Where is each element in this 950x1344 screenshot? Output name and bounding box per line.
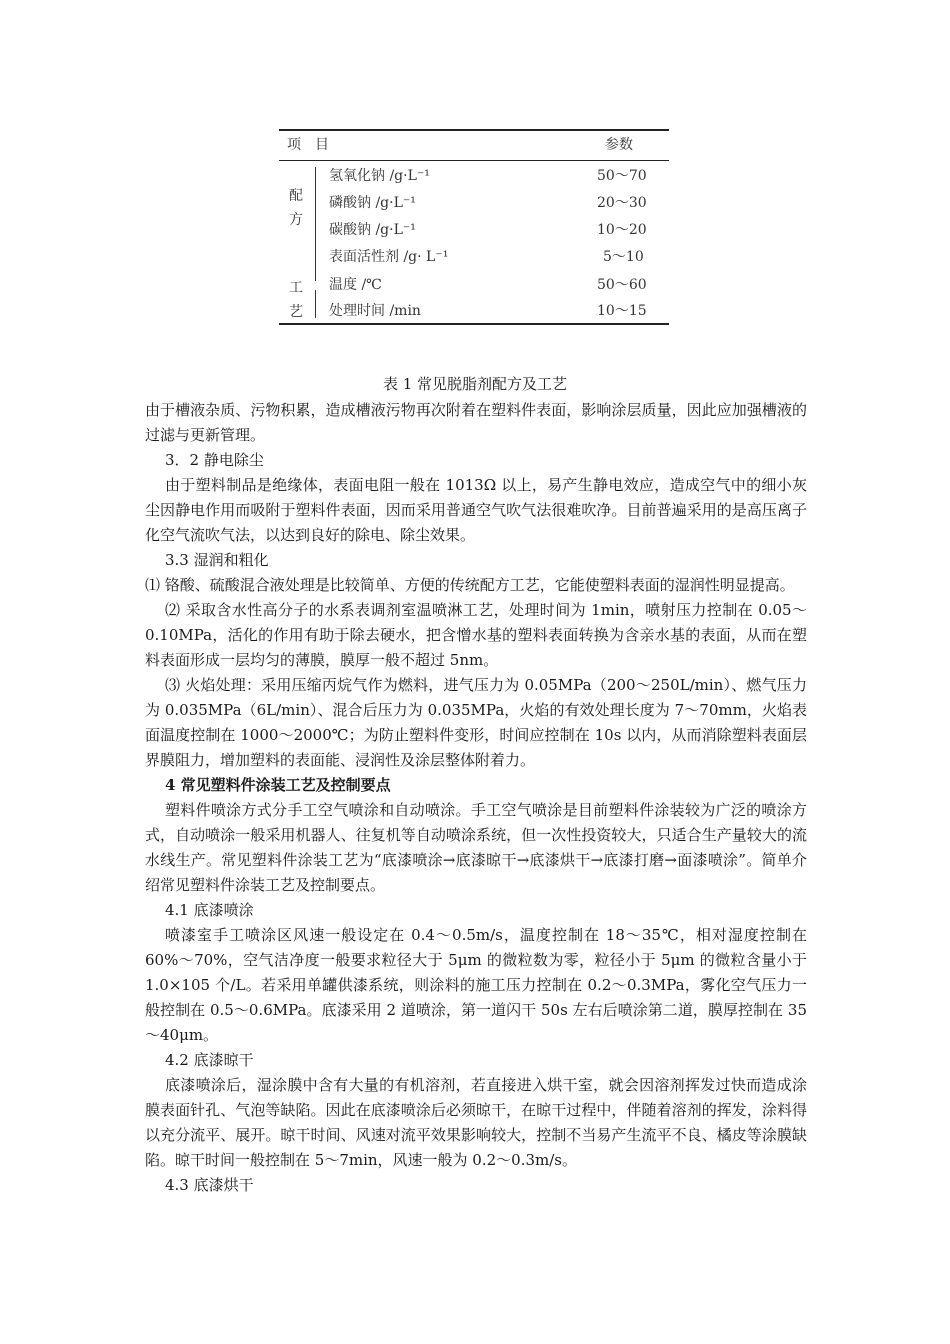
table-caption: 表 1 常见脱脂剂配方及工艺 [382,375,568,393]
paragraph: ⑶ 火焰处理：采用压缩丙烷气作为燃料，进气压力为 0.05MPa（200～250L/min）、燃气压力为 0.035MPa（6L/min）、混合后压力为 0.035MPa，火焰的有效处理长度为 7～70mm，火焰表面温度控制在 1000～2000℃；为防止塑料件变形，时间应控制在 10s 以内，从而消除塑料表面层界膜阻力，增加塑料的表面能、浸润性及涂层整体附着力。 [145,676,807,769]
table-bottom-rule [279,323,669,325]
table-row-name: 处理时间 /min [329,303,421,319]
group-label-process-text: 工 艺 [289,280,303,320]
section-heading: 3．2 静电除尘 [165,451,264,469]
chapter-heading: 4 常见塑料件涂装工艺及控制要点 [165,776,391,794]
table-row-name: 表面活性剂 /g· L⁻¹ [329,249,449,265]
paragraph: 塑料件喷涂方式分手工空气喷涂和自动喷涂。手工空气喷涂是目前塑料件涂装较为广泛的喷涂方式，自动喷涂一般采用机器人、往复机等自动喷涂系统，但一次性投资较大，只适合生产量较大的流水线生产。常见塑料件涂装工艺为“底漆喷涂→底漆晾干→底漆烘干→底漆打磨→面漆喷涂”。简单介绍常见塑料件涂装工艺及控制要点。 [145,801,807,894]
paragraph: 由于塑料制品是绝缘体，表面电阻一般在 1013Ω 以上，易产生静电效应，造成空气中的细小灰尘因静电作用而吸附于塑料件表面，因而采用普通空气吹气法很难吹净。目前普遍采用的是高压离子化空气流吹气法，以达到良好的除电、除尘效果。 [145,476,807,544]
group-label-process [289,276,307,324]
table-row-name: 碳酸钠 /g·L⁻¹ [329,222,416,238]
paragraph: ⑵ 采取含水性高分子的水系表调剂室温喷淋工艺，处理时间为 1min，喷射压力控制在 0.05～0.10MPa，活化的作用有助于除去硬水，把含憎水基的塑料表面转换为含亲水基的表面，从而在塑料表面形成一层均匀的薄膜，膜厚一般不超过 5nm。 [145,601,807,669]
group-bracket-formula [315,167,316,281]
group-label-formula [289,184,307,232]
section-heading: 3.3 湿润和粗化 [165,551,269,569]
paragraph: 由于槽液杂质、污物积累，造成槽液污物再次附着在塑料件表面，影响涂层质量，因此应加强槽液的过滤与更新管理。 [145,401,807,444]
table-top-rule [279,129,669,131]
table-row-value: 10～20 [597,222,647,238]
paragraph: 底漆喷涂后，湿涂膜中含有大量的有机溶剂，若直接进入烘干室，就会因溶剂挥发过快而造成涂膜表面针孔、气泡等缺陷。因此在底漆喷涂后必须晾干，在晾干过程中，伴随着溶剂的挥发，涂料得以充分流平、展开。晾干时间、风速对流平效果影响较大，控制不当易产生流平不良、橘皮等涂膜缺陷。晾干时间一般控制在 5～7min，风速一般为 0.2～0.3m/s。 [145,1076,807,1169]
section-heading: 4.1 底漆喷涂 [165,901,254,919]
table-row-name: 氢氧化钠 /g·L⁻¹ [329,168,430,184]
table-row-value: 10～15 [597,303,647,319]
formula-table [279,129,669,325]
group-label-formula-text: 配 方 [289,188,303,228]
section-heading: 4.3 底漆烘干 [165,1176,254,1194]
table-row-name: 温度 /℃ [329,277,382,293]
table-header-rule [279,160,669,161]
table-row-value: 20～30 [597,195,647,211]
section-heading: 4.2 底漆晾干 [165,1051,254,1069]
table-header-param: 参数 [605,137,633,153]
table-header-item: 项 目 [287,137,329,153]
table-row-name: 磷酸钠 /g·L⁻¹ [329,195,416,211]
paragraph: ⑴ 铬酸、硫酸混合液处理是比较简单、方便的传统配方工艺，它能使塑料表面的湿润性明显提高。 [145,576,795,594]
group-bracket-process [315,290,316,318]
article-body [145,398,807,1198]
table-row-value: 50～70 [597,168,647,184]
paragraph: 喷漆室手工喷涂区风速一般设定在 0.4～0.5m/s，温度控制在 18～35℃，相对湿度控制在 60%～70%，空气洁净度一般要求粒径大于 5μm 的微粒数为零，粒径小于 5μm 的微粒含量小于 1.0×105 个/L。若采用单罐供漆系统，则涂料的施工压力控制在 0.2～0.3MPa，雾化空气压力一般控制在 0.5～0.6MPa。底漆采用 2 道喷涂，第一道闪干 50s 左右后喷涂第二道，膜厚控制在 35～40μm。 [145,926,807,1044]
table-row-value: 50～60 [597,277,647,293]
table-row-value: 5～10 [603,249,644,265]
